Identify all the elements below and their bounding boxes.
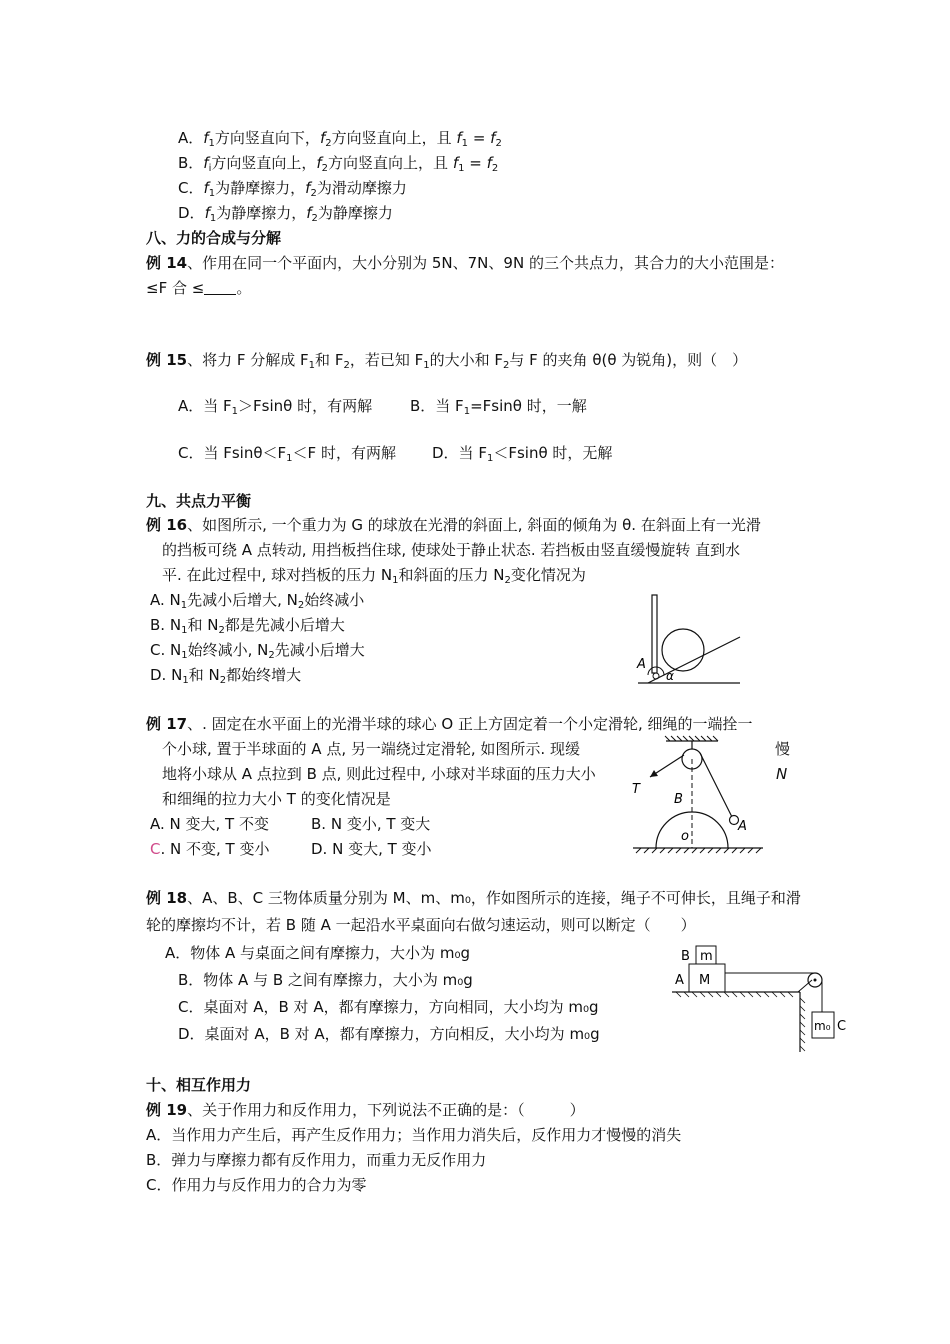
ex16-option-a: A. $N_1$先减小后增大, $N_2$始终减小 <box>150 591 365 611</box>
label-A: A <box>675 973 684 988</box>
ex16-line-2: 的挡板可绕 A 点转动, 用挡板挡住球, 使球处于静止状态. 若挡板由竖直缓慢旋转 直到水 <box>162 541 741 559</box>
label-T: T <box>632 782 640 797</box>
ex18-option-c: C．桌面对 A，B 对 A，都有摩擦力，方向相同，大小均为 m₀g <box>178 998 599 1016</box>
ex18-figure <box>672 940 857 1058</box>
ex18-line-2: 轮的摩擦均不计，若 B 随 A 一起沿水平桌面向右做匀速运动，则可以断定（ ） <box>146 916 696 934</box>
q13-option-a: A．$f_1$方向竖直向下，$f_2$方向竖直向上，且 $f_1 = f_2$ <box>178 129 502 149</box>
ex15-option-a: A．当 $F_1>Fsin\theta$ 时，有两解 <box>178 397 373 417</box>
ex19-option-b: B．弹力与摩擦力都有反作用力，而重力无反作用力 <box>146 1151 487 1169</box>
incline-line <box>648 637 740 683</box>
hinge-arc <box>648 667 664 675</box>
pulley-bracket <box>798 980 812 992</box>
ex19-option-a: A．当作用力产生后，再产生反作用力；当作用力消失后，反作用力才慢慢的消失 <box>146 1126 682 1144</box>
arrow-head <box>650 770 658 777</box>
ex17-figure <box>630 735 765 857</box>
ex15-question: 例 15、将力 F 分解成 $F_1$和 $F_2$，若已知 $F_1$的大小和 $F_2$与 F 的夹角 θ(θ 为锐角)，则（ ） <box>146 351 748 371</box>
ball <box>662 629 704 671</box>
ex19-question: 例 19、关于作用力和反作用力，下列说法不正确的是：（ ） <box>146 1101 585 1119</box>
ex15-option-b: B．当 $F_1=Fsin\theta$ 时，一解 <box>410 397 587 417</box>
ex17-line-4: 和细绳的拉力大小 T 的变化情况是 <box>162 790 391 808</box>
answer-blank[interactable] <box>204 280 236 295</box>
label-m: m <box>700 949 713 964</box>
ex18-option-d: D．桌面对 A，B 对 A，都有摩擦力，方向相反，大小均为 m₀g <box>178 1025 600 1043</box>
ex17-line-2-right: 慢 <box>775 740 791 758</box>
label-O: o <box>681 829 689 844</box>
table-hatch <box>676 992 793 997</box>
label-C: C <box>837 1019 847 1034</box>
section-8-title: 八、力的合成与分解 <box>146 229 282 247</box>
ex14-range: ≤F 合 ≤ 。 <box>146 279 252 297</box>
ex17-option-c: C. N 不变, T 变小 <box>150 840 270 858</box>
pivot-point <box>653 673 659 679</box>
ex18-option-b: B．物体 A 与 B 之间有摩擦力，大小为 m₀g <box>178 971 473 989</box>
board <box>652 595 657 673</box>
ex16-option-b: B. $N_1$和 $N_2$都是先减小后增大 <box>150 616 345 636</box>
q13-option-b: B．$f_i$方向竖直向上，$f_2$方向竖直向上，且 $f_1 = f_2$ <box>178 154 499 174</box>
ex15-option-d: D．当 $F_1<Fsin\theta$ 时，无解 <box>432 444 613 464</box>
label-B: B <box>681 949 690 964</box>
section-9-title: 九、共点力平衡 <box>146 492 252 510</box>
ex16-line-1: 例 16、如图所示, 一个重力为 G 的球放在光滑的斜面上, 斜面的倾角为 θ. 在斜面上有一光滑 <box>146 516 761 534</box>
ex17-line-2: 个小球, 置于半球面的 A 点, 另一端绕过定滑轮, 如图所示. 现缓 <box>162 740 580 758</box>
section-10-title: 十、相互作用力 <box>146 1076 252 1094</box>
ex15-option-c: C．当 $Fsin\theta<F_1<F$ 时，有两解 <box>178 444 396 464</box>
ex17-option-b: B. N 变小, T 变大 <box>311 815 431 833</box>
ex18-line-1: 例 18、A、B、C 三物体质量分别为 M、m、m₀，作如图所示的连接，绳子不可伸长，且绳子和滑 <box>146 889 801 907</box>
ex14-question: 例 14、作用在同一个平面内，大小分别为 5N、7N、9N 的三个共点力，其合力的大小范围是： <box>146 254 784 272</box>
pulley-axle <box>814 979 817 982</box>
edge-hatch <box>800 998 805 1051</box>
ex16-line-3: 平. 在此过程中, 球对挡板的压力 $N_1$和斜面的压力 $N_2$变化情况为 <box>162 566 586 586</box>
ex17-line-1: 例 17、. 固定在水平面上的光滑半球的球心 O 正上方固定着一个小定滑轮, 细绳的一端拴一 <box>146 715 753 733</box>
rope-to-ball <box>700 753 733 819</box>
ex19-option-c: C．作用力与反作用力的合力为零 <box>146 1176 367 1194</box>
ex18-option-a: A．物体 A 与桌面之间有摩擦力，大小为 m₀g <box>165 944 470 962</box>
ground-hatch <box>636 848 761 853</box>
label-B: B <box>674 792 683 807</box>
q13-option-c: C．$f_1$为静摩擦力，$f_2$为滑动摩擦力 <box>178 179 407 199</box>
ceiling-hatch <box>665 736 718 741</box>
ex17-line-3: 地将小球从 A 点拉到 B 点, 则此过程中, 小球对半球面的压力大小 <box>162 765 596 783</box>
ex17-option-d: D. N 变大, T 变小 <box>311 840 432 858</box>
ex17-option-a: A. N 变大, T 不变 <box>150 815 269 833</box>
label-M: M <box>699 973 711 988</box>
ex17-line-3-right: N <box>776 765 788 783</box>
ex16-figure <box>630 590 745 690</box>
label-A: A <box>637 657 646 672</box>
q13-option-d: D．$f_1$为静摩擦力，$f_2$为静摩擦力 <box>178 204 393 224</box>
label-A: A <box>738 819 747 834</box>
label-m0: m₀ <box>814 1019 831 1033</box>
ex16-option-d: D. $N_1$和 $N_2$都始终增大 <box>150 666 302 686</box>
label-alpha: α <box>666 669 674 683</box>
ex16-option-c: C. $N_1$始终减小, $N_2$先减小后增大 <box>150 641 365 661</box>
